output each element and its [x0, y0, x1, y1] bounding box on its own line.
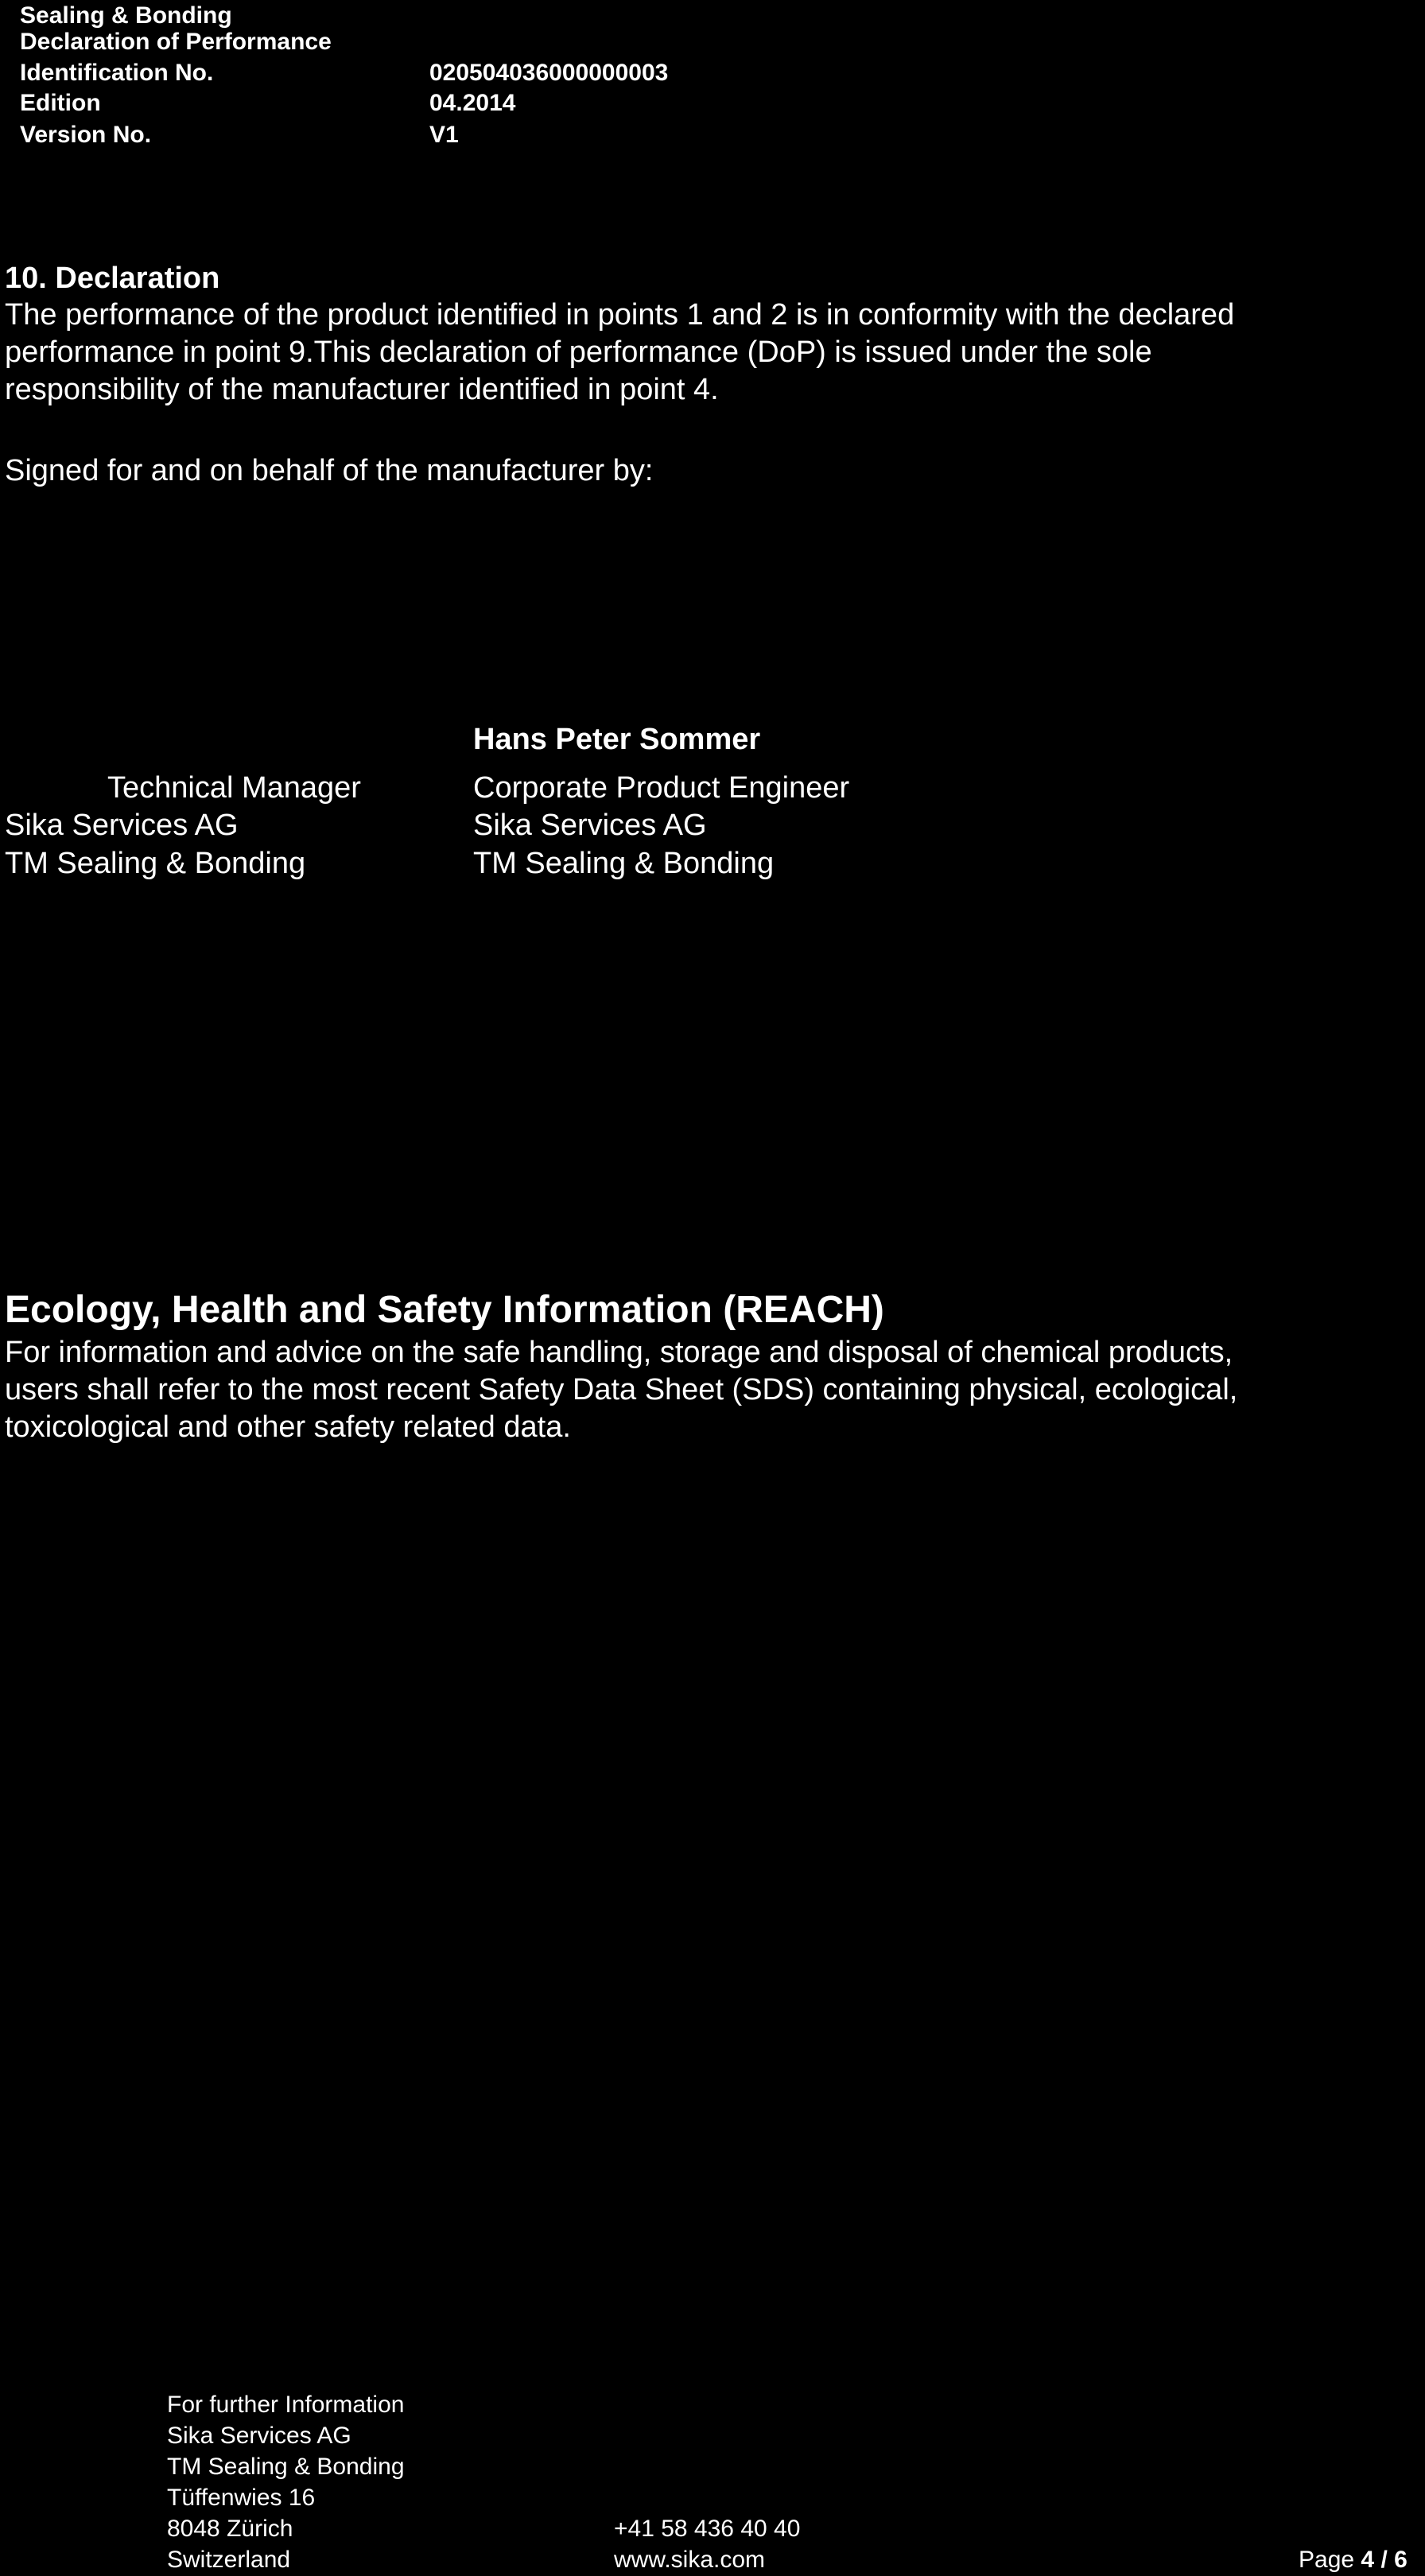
header-edition-label: Edition — [20, 90, 101, 116]
signatory-left-company: Sika Services AG — [5, 809, 239, 842]
signatory-right-title: Corporate Product Engineer — [473, 771, 850, 805]
declaration-signed-line: Signed for and on behalf of the manufacturer by: — [5, 454, 654, 487]
declaration-text-line2: performance in point 9.This declaration of performance (DoP) is issued under the sole — [5, 336, 1152, 369]
header-document-type: Declaration of Performance — [20, 29, 332, 55]
header-identification-value: 020504036000000003 — [429, 60, 669, 86]
signatory-left-department: TM Sealing & Bonding — [5, 847, 306, 880]
footer-line6: Switzerland — [167, 2547, 291, 2573]
footer-line3: TM Sealing & Bonding — [167, 2454, 405, 2480]
footer-phone: +41 58 436 40 40 — [614, 2516, 801, 2542]
reach-text-line3: toxicological and other safety related data. — [5, 1410, 571, 1444]
page-prefix: Page — [1299, 2547, 1355, 2573]
signatory-right-company: Sika Services AG — [473, 809, 707, 842]
footer-line2: Sika Services AG — [167, 2423, 351, 2449]
footer-line1: For further Information — [167, 2392, 405, 2418]
reach-heading: Ecology, Health and Safety Information (REACH) — [5, 1289, 884, 1331]
signatory-right-department: TM Sealing & Bonding — [473, 847, 775, 880]
page-total: 6 — [1394, 2547, 1408, 2573]
declaration-heading: 10. Declaration — [5, 262, 220, 295]
declaration-text-line1: The performance of the product identified in points 1 and 2 is in conformity with the declared — [5, 298, 1235, 332]
declaration-text-line3: responsibility of the manufacturer identified in point 4. — [5, 373, 719, 406]
reach-text-line1: For information and advice on the safe handling, storage and disposal of chemical products, — [5, 1336, 1233, 1369]
signatory-left-title: Technical Manager — [107, 771, 361, 805]
footer-line4: Tüffenwies 16 — [167, 2485, 316, 2511]
reach-text-line2: users shall refer to the most recent Safety Data Sheet (SDS) containing physical, ecological, — [5, 1373, 1238, 1406]
footer-website[interactable]: www.sika.com — [614, 2547, 766, 2573]
header-identification-label: Identification No. — [20, 60, 214, 86]
header-version-value: V1 — [429, 122, 459, 148]
header-edition-value: 04.2014 — [429, 90, 516, 116]
page-current: 4 — [1361, 2547, 1375, 2573]
header-version-label: Version No. — [20, 122, 152, 148]
footer-line5: 8048 Zürich — [167, 2516, 293, 2542]
page-number — [1299, 2544, 1408, 2575]
header-product-group: Sealing & Bonding — [20, 2, 232, 29]
signatory-right-name: Hans Peter Sommer — [473, 723, 761, 756]
page-separator: / — [1380, 2547, 1388, 2573]
